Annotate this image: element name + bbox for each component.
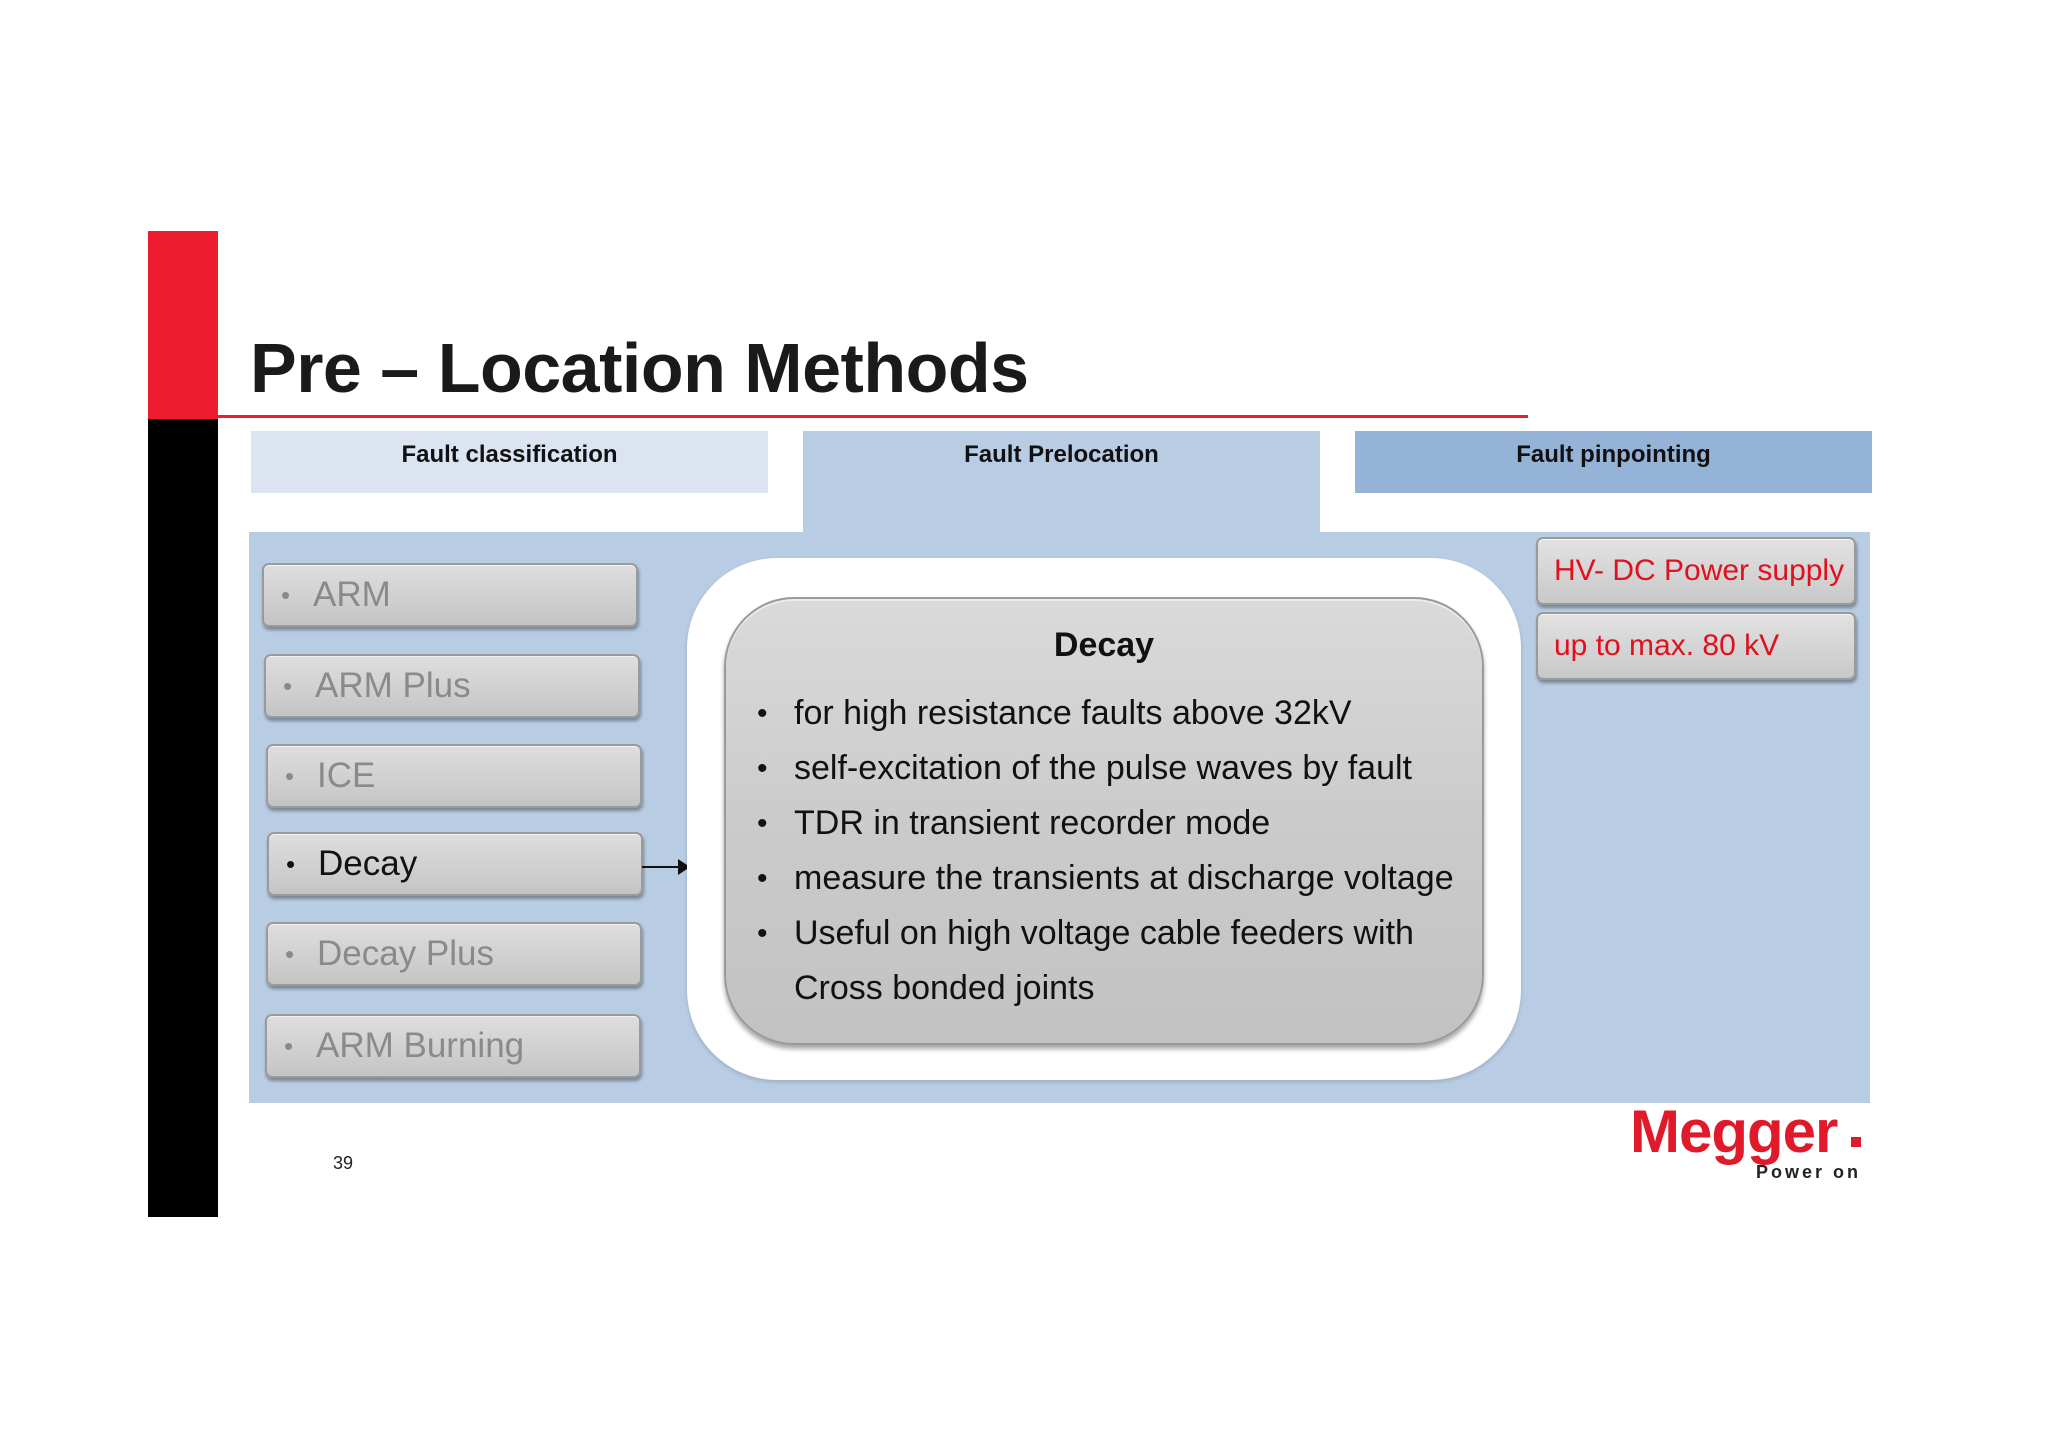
method-label: Decay bbox=[318, 844, 418, 883]
page-number: 39 bbox=[333, 1153, 354, 1173]
method-button-arm[interactable] bbox=[262, 563, 638, 627]
detail-bullet: • for high resistance faults above 32kV bbox=[754, 686, 1474, 741]
tab-fault-prelocation[interactable]: Fault Prelocation bbox=[803, 431, 1320, 533]
detail-bullet: • measure the transients at discharge voltage bbox=[754, 851, 1474, 906]
detail-bullet: • self-excitation of the pulse waves by fault bbox=[754, 741, 1474, 796]
bullet-icon: • bbox=[285, 939, 295, 969]
detail-bullet: • Useful on high voltage cable feeders with Cross bonded joints bbox=[754, 906, 1474, 1016]
detail-bullet: • TDR in transient recorder mode bbox=[754, 796, 1474, 851]
method-label: ARM Plus bbox=[315, 666, 471, 705]
title-underline bbox=[218, 415, 1528, 418]
method-button-ice[interactable] bbox=[266, 744, 642, 808]
method-label: ICE bbox=[317, 756, 376, 795]
megger-logo: Megger bbox=[1630, 1098, 1838, 1165]
method-label: Decay Plus bbox=[317, 934, 495, 973]
bullet-icon: • bbox=[284, 1031, 294, 1061]
detail-bullet-list bbox=[754, 686, 1474, 1016]
method-label: ARM Burning bbox=[316, 1026, 525, 1065]
method-label: ARM bbox=[313, 575, 391, 614]
tab-fault-pinpointing[interactable]: Fault pinpointing bbox=[1355, 431, 1872, 493]
bullet-icon: • bbox=[285, 761, 295, 791]
method-button-arm-burning[interactable] bbox=[265, 1014, 641, 1078]
bullet-icon: • bbox=[283, 671, 293, 701]
bullet-icon: • bbox=[281, 580, 291, 610]
bullet-icon: • bbox=[286, 849, 296, 879]
method-button-decay[interactable] bbox=[267, 832, 643, 896]
detail-title: Decay bbox=[1053, 626, 1155, 664]
slide-title: Pre – Location Methods bbox=[250, 329, 1029, 407]
pinpointing-max-voltage[interactable]: up to max. 80 kV bbox=[1536, 612, 1856, 680]
method-button-decay-plus[interactable] bbox=[266, 922, 642, 986]
pinpointing-power-supply[interactable]: HV- DC Power supply bbox=[1536, 537, 1856, 605]
brand-tagline: Power on bbox=[1756, 1162, 1862, 1182]
logo-mark-icon bbox=[1851, 1137, 1861, 1147]
accent-bar-red bbox=[148, 231, 218, 419]
method-button-arm-plus[interactable] bbox=[264, 654, 640, 718]
tab-fault-classification[interactable]: Fault classification bbox=[251, 431, 768, 493]
accent-bar-black bbox=[148, 419, 218, 1217]
